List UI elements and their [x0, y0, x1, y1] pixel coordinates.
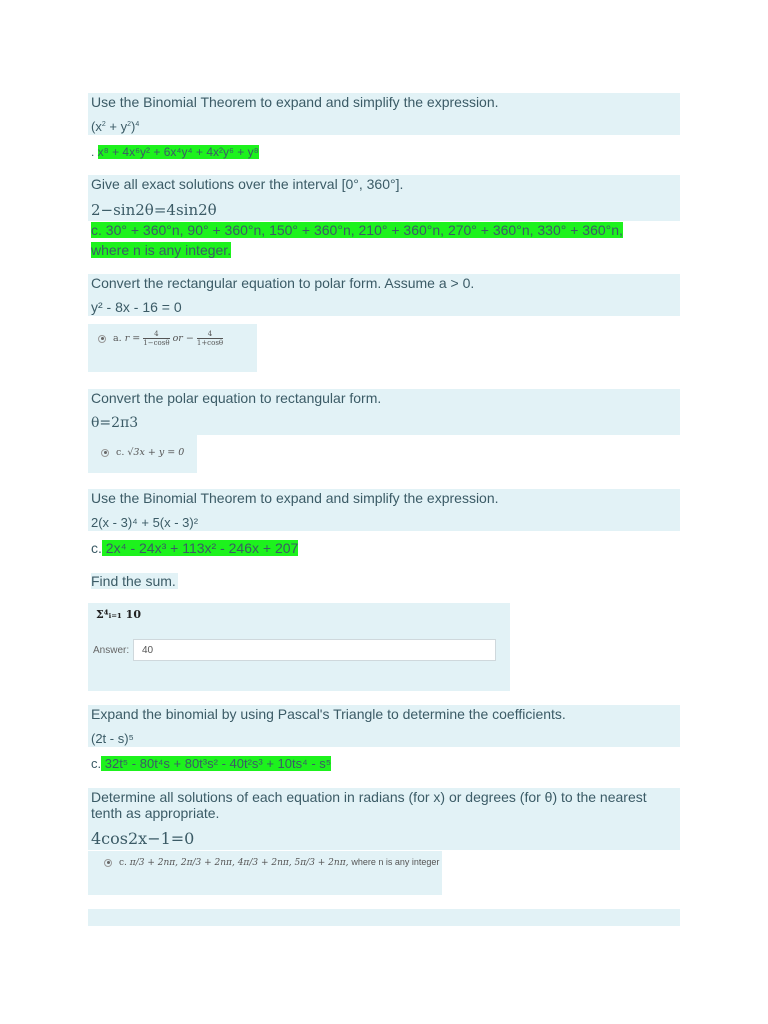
q2-answer-line1: c. 30° + 360°n, 90° + 360°n, 150° + 360°n, 210° + 360°n, 270° + 360°n, 330° + 360°n,: [91, 222, 623, 238]
q4-equation: θ=2π3: [91, 415, 139, 431]
q8-prompt-line1: Determine all solutions of each equation in radians (for x) or degrees (for θ) to the nearest: [91, 789, 647, 805]
q3-option[interactable]: a. r = $\frac{4}{1-\cos\theta}$ or − $\frac{4}{1+\cos\theta}$: [98, 330, 223, 347]
q1-answer: . x⁸ + 4x⁶y² + 6x⁴y⁴ + 4x²y⁶ + y⁸: [91, 145, 259, 159]
empty-block: [88, 909, 680, 926]
q5-prompt: Use the Binomial Theorem to expand and simplify the expression.: [91, 490, 499, 506]
q2-equation: 2−sin2θ=4sin2θ: [91, 201, 217, 219]
q2-answer-line2: where n is any integer.: [91, 242, 232, 258]
q5-equation: 2(x - 3)⁴ + 5(x - 3)²: [91, 515, 199, 530]
q3-fraction-2: $\frac{4}{1+\cos\theta}$: [196, 330, 224, 347]
q6-sum-expression: Σ⁴ᵢ₌₁ 10: [96, 608, 141, 621]
q1-expression: $(x^2 + y^2)^4$: [91, 119, 140, 134]
q6-answer-input[interactable]: 40: [133, 639, 496, 661]
q7-equation: (2t - s)⁵: [91, 731, 134, 746]
q3-equation: y² - 8x - 16 = 0: [91, 299, 182, 315]
q7-prompt: Expand the binomial by using Pascal's Triangle to determine the coefficients.: [91, 706, 566, 722]
radio-selected-icon[interactable]: [98, 335, 106, 343]
q6-prompt: Find the sum.: [91, 573, 176, 589]
q1-prompt: Use the Binomial Theorem to expand and simplify the expression.: [91, 94, 499, 110]
q4-prompt: Convert the polar equation to rectangular form.: [91, 390, 382, 406]
q6-answer-label: Answer:: [93, 645, 130, 656]
q1-answer-highlight: x⁸ + 4x⁶y² + 6x⁴y⁴ + 4x²y⁶ + y⁸: [97, 145, 259, 159]
q7-answer: c. 32t⁵ - 80t⁴s + 80t³s² - 40t²s³ + 10ts⁴ - s⁵: [91, 756, 332, 771]
q8-equation: 4cos2x−1=0: [91, 829, 195, 848]
q5-answer: c. 2x⁴ - 24x³ + 113x² - 246x + 207: [91, 540, 299, 556]
q3-prompt: Convert the rectangular equation to polar form. Assume a > 0.: [91, 275, 475, 291]
q8-option[interactable]: c. π/3 + 2nπ, 2π/3 + 2nπ, 4π/3 + 2nπ, 5π/3 + 2nπ, where n is any integer: [104, 857, 439, 868]
q2-prompt: Give all exact solutions over the interval [0°, 360°].: [91, 176, 404, 192]
q8-prompt-line2: tenth as appropriate.: [91, 805, 220, 821]
radio-selected-icon[interactable]: [104, 859, 112, 867]
q3-fraction-1: $\frac{4}{1-\cos\theta}$: [143, 330, 170, 347]
q4-option[interactable]: c. √3x + y = 0: [101, 447, 184, 458]
radio-selected-icon[interactable]: [101, 449, 109, 457]
